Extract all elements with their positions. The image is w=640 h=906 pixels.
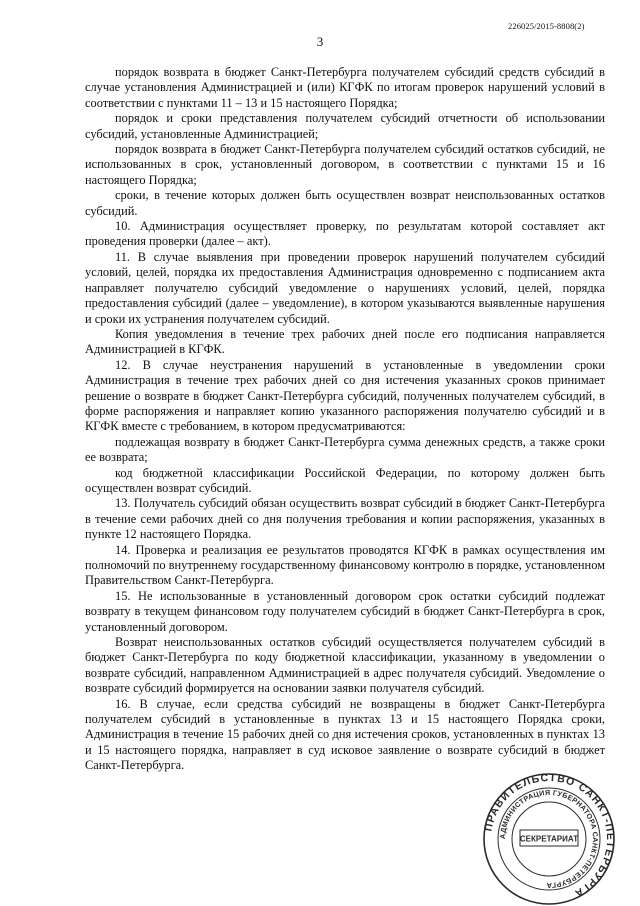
paragraph: сроки, в течение которых должен быть осуществлен возврат неиспользованных остатков субсидий. bbox=[85, 188, 605, 218]
paragraph-item-11: 11. В случае выявления при проведении проверок нарушений получателем субсидий условий, целей, порядка их предоставления Администрация одновременно с подписанием акта направляет получателю субсидий уведомление о нарушениях условий, целей, порядка предоставления субсидий (далее – уведомление), в котором указываются выявленные нарушения и сроки их устранения получателем субсидий. bbox=[85, 249, 605, 326]
page-number: 3 bbox=[316, 34, 324, 49]
paragraph: Копия уведомления в течение трех рабочих дней после его подписания направляется Администрацией в КГФК. bbox=[85, 326, 605, 357]
official-stamp bbox=[482, 772, 616, 906]
paragraph-item-16: 16. В случае, если средства субсидий не возвращены в бюджет Санкт-Петербурга получателем субсидий в установленные в пунктах 13 и 15 настоящего Порядка сроки, Администрация в течение 15 рабочих дней со дня истечения сроков, установленных в пунктах 13 и 15 настоящего порядка, направляет в суд исковое заявление о возврате субсидий в бюджет Санкт-Петербурга. bbox=[85, 696, 605, 773]
stamp-center-text: СЕКРЕТАРИАТ bbox=[519, 834, 579, 844]
paragraph: порядок возврата в бюджет Санкт-Петербурга получателем субсидий средств субсидий в случае установления Администрацией и (или) КГФК по итогам проверок нарушений условий в соответствии с пунктами 11 – 13 и 15 настоящего Порядка; bbox=[85, 65, 605, 110]
paragraph-item-13: 13. Получатель субсидий обязан осуществить возврат субсидий в бюджет Санкт-Петербурга в течение семи рабочих дней со дня получения требования и копии распоряжения, указанных в пункте 12 настоящего Порядка. bbox=[85, 496, 605, 542]
paragraph: порядок и сроки представления получателем субсидий отчетности об использовании субсидий, установленные Администрацией; bbox=[85, 111, 605, 141]
paragraph: порядок возврата в бюджет Санкт-Петербурга получателем субсидий остатков субсидий, не использованных в срок, установленный договором, в соответствии с пунктами 15 и 16 настоящего Порядка; bbox=[85, 142, 605, 187]
paragraph: код бюджетной классификации Российской Федерации, по которому должен быть осуществлен возврат субсидий. bbox=[85, 465, 605, 495]
paragraph: подлежащая возврату в бюджет Санкт-Петербурга сумма денежных средств, а также сроки ее возврата; bbox=[85, 434, 605, 465]
document-body bbox=[85, 65, 605, 774]
stamp-outer-text: ПРАВИТЕЛЬСТВО САНКТ-ПЕТЕРБУРГА bbox=[482, 772, 616, 900]
paragraph-item-10: 10. Администрация осуществляет проверку, по результатам которой составляет акт проведения проверки (далее – акт). bbox=[85, 219, 605, 249]
paragraph-item-15: 15. Не использованные в установленный договором срок остатки субсидий подлежат возврату в текущем финансовом году получателем субсидий в бюджет Санкт-Петербурга в срок, установленный договором. bbox=[85, 588, 605, 634]
paragraph-item-12: 12. В случае неустранения нарушений в установленные в уведомлении сроки Администрация в течение трех рабочих дней со дня истечения указанных сроков принимает решение о возврате в бюджет Санкт-Петербурга субсидий, полученных получателем субсидий, в форме распоряжения и направляет копию указанного распоряжения получателю субсидий и в КГФК вместе с требованием, в котором предусматриваются: bbox=[85, 357, 605, 434]
document-registration-number: 226025/2015-8808(2) bbox=[508, 21, 585, 31]
paragraph: Возврат неиспользованных остатков субсидий осуществляется получателем субсидий в бюджет Санкт-Петербурга по коду бюджетной классификации, указанному в уведомлении о возврате субсидий, направленном Администрацией в адрес получателя субсидий. Уведомление о возврате субсидий формируется на основании заявки получателя субсидий. bbox=[85, 635, 605, 696]
stamp-inner-text: АДМИНИСТРАЦИЯ ГУБЕРНАТОРА САНКТ-ПЕТЕРБУРГА bbox=[497, 787, 601, 891]
paragraph-item-14: 14. Проверка и реализация ее результатов проводятся КГФК в рамках осуществления им полномочий по внутреннему государственному финансовому контролю в порядке, установленном Правительством Санкт-Петербурга. bbox=[85, 542, 605, 588]
